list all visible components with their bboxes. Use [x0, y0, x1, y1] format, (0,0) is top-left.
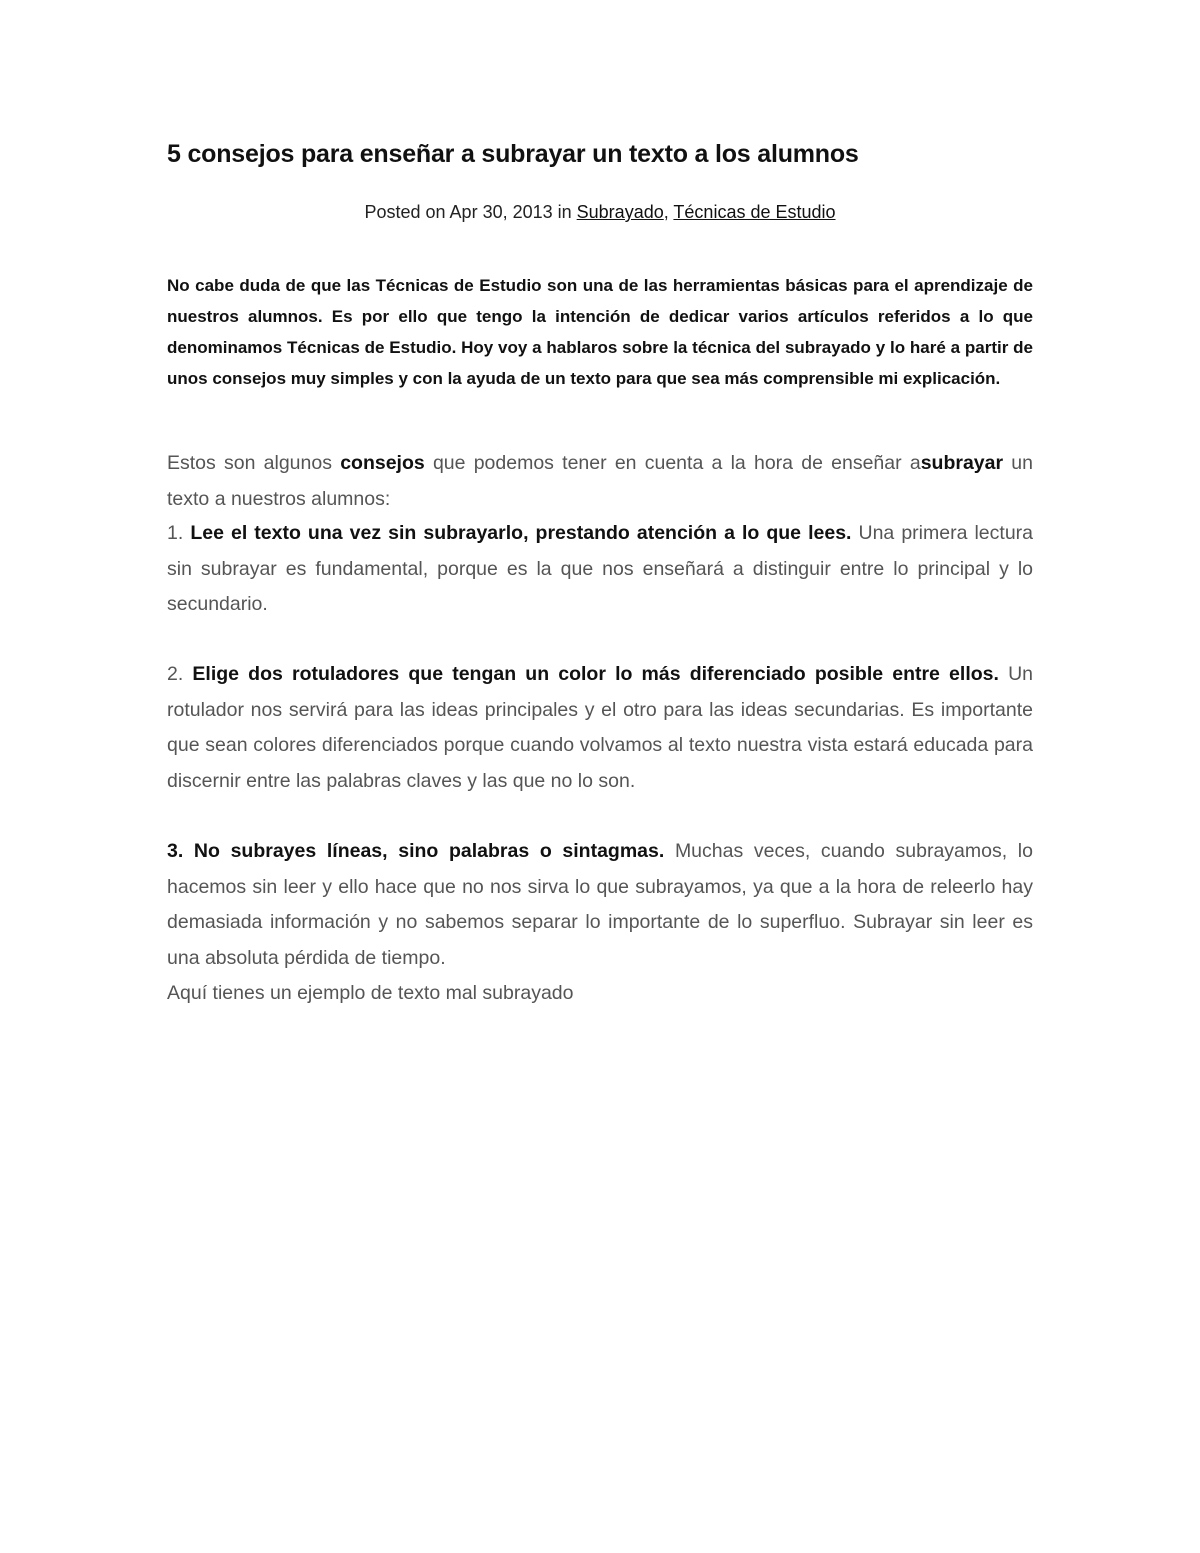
- lead-bold-subrayar: subrayar: [920, 452, 1004, 474]
- post-meta: [167, 202, 1033, 223]
- tip-2-body: Un rotulador nos servirá para las ideas principales y el otro para las ideas secundarias. Es importante que sean colores diferenciados porque cuando volvamos al texto nuestra vista estará educada para discernir entre las palabras claves y las que no lo son.: [167, 663, 1033, 792]
- lead-bold-consejos: consejos: [340, 452, 425, 474]
- tip-2-heading: Elige dos rotuladores que tengan un color lo más diferenciado posible entre ellos.: [192, 663, 999, 685]
- tip-3-heading: No subrayes líneas, sino palabras o sintagmas.: [193, 840, 665, 862]
- tip-1-number: 1.: [167, 522, 191, 544]
- post-date: Posted on Apr 30, 2013 in: [364, 202, 577, 222]
- category-link-tecnicas-de-estudio[interactable]: Técnicas de Estudio: [673, 202, 836, 222]
- intro-paragraph: No cabe duda de que las Técnicas de Estudio son una de las herramientas básicas para el aprendizaje de nuestros alumnos. Es por ello que tengo la intención de dedicar varios artículos referidos a lo que denominamos Técnicas de Estudio. Hoy voy a hablaros sobre la técnica del subrayado y lo haré a partir de unos consejos muy simples y con la ayuda de un texto para que sea más comprensible mi explicación.: [167, 276, 1033, 388]
- lead-text-1: Estos son algunos: [167, 452, 341, 474]
- lead-text-2: que podemos tener en cuenta a la hora de enseñar a: [424, 452, 921, 474]
- tip-3: [167, 834, 1033, 1012]
- tip-3-number: 3.: [167, 840, 194, 862]
- tip-1-body: Una primera lectura sin subrayar es fundamental, porque es la que nos enseñará a distinguir entre lo principal y lo secundario.: [167, 522, 1034, 615]
- tip-1: [167, 516, 1033, 623]
- lead-text-3: un texto a nuestros alumnos:: [167, 452, 1033, 510]
- category-link-subrayado[interactable]: Subrayado: [576, 202, 664, 222]
- tip-3-body: Muchas veces, cuando subrayamos, lo hacemos sin leer y ello hace que no nos sirva lo que subrayamos, ya que a la hora de releerlo hay demasiada información y no sabemos separar lo importante de lo superfluo. Subrayar sin leer es una absoluta pérdida de tiempo.: [167, 840, 1033, 969]
- tip-2: [167, 657, 1033, 799]
- lead-paragraph: [167, 446, 1033, 517]
- closing-line: Aquí tienes un ejemplo de texto mal subrayado: [167, 982, 574, 1004]
- tip-1-heading: Lee el texto una vez sin subrayarlo, prestando atención a lo que lees.: [190, 522, 852, 544]
- category-separator: ,: [663, 202, 674, 222]
- article-title: 5 consejos para enseñar a subrayar un texto a los alumnos: [167, 140, 859, 168]
- tip-2-number: 2.: [167, 663, 193, 685]
